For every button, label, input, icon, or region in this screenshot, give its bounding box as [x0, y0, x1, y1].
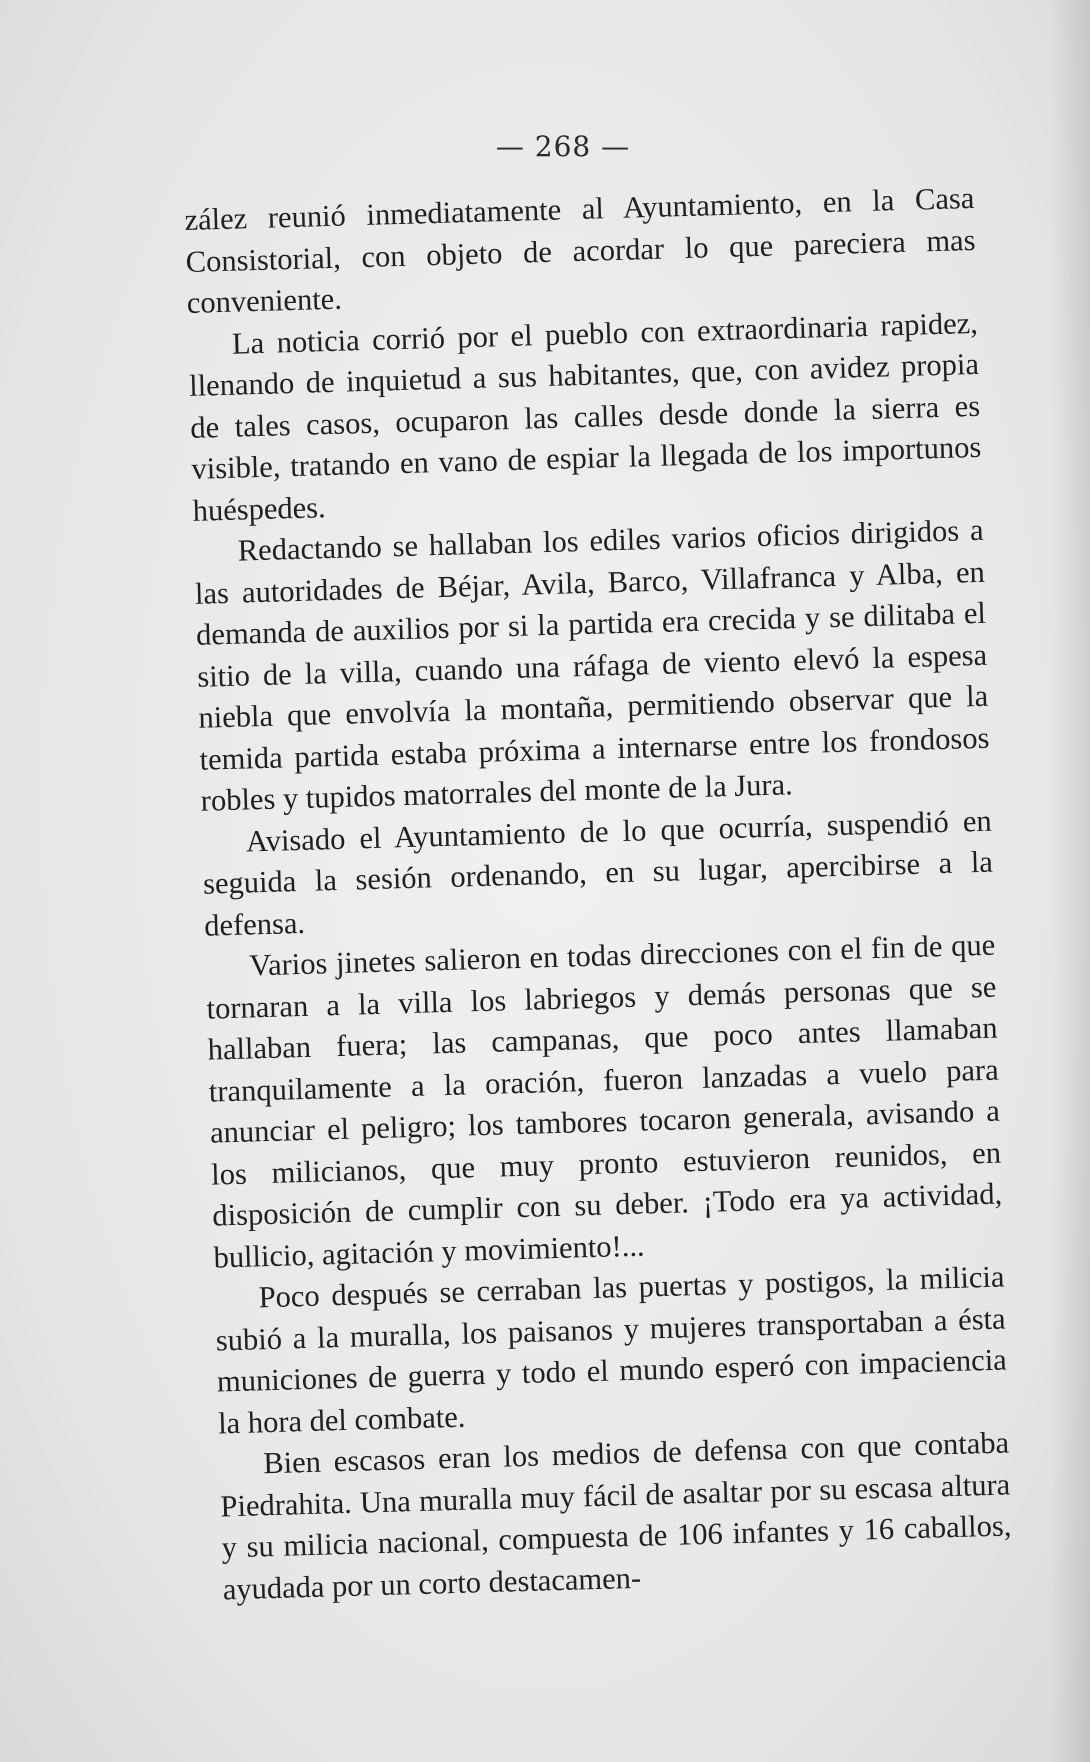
page-edge-shadow: [1050, 0, 1090, 1762]
page-number: — 268 —: [495, 130, 631, 163]
paragraph-7: Bien escasos eran los medios de defensa con que contaba Piedrahita. Una muralla muy fácil de asaltar por su escasa altura y su milicia nacional, compuesta de 106 infantes y 16 caballos, ayudada por un corto destacamen-: [220, 1425, 1012, 1606]
paragraph-3: Redactando se hallaban los ediles varios oficios dirigidos a las autoridades de Béjar, Avila, Barco, Villafranca y Alba, en demanda de auxilios por si la partida era crecida y se dilitaba el sitio de la villa, cuando una ráfaga de viento elevó la espesa niebla que envolvía la montaña, permitiendo observar que la temida partida estaba próxima a internarse entre los frondosos robles y tupidos matorrales del monte de la Jura.: [194, 512, 990, 818]
paragraph-6: Poco después se cerraban las puertas y postigos, la milicia subió a la muralla, los paisanos y mujeres transportaban a ésta municiones de guerra y todo el mundo esperó con impaciencia la hora del combate.: [215, 1259, 1008, 1441]
paragraph-5: Varios jinetes salieron en todas direcciones con el fin de que tornaran a la villa los labriegos y demás personas que se hallaban fuera; las campanas, que poco antes llamaban tranquilamente a la oración, fueron lanzadas a vuelo para anunciar el peligro; los tambores tocaron generala, avisando a los milicianos, que muy pronto estuvieron reunidos, en disposición de cumplir con su deber. ¡Todo era ya actividad, bullicio, agitación y movimiento!...: [206, 927, 1003, 1275]
paragraph-4: Avisado el Ayuntamiento de lo que ocurría, suspendió en seguida la sesión ordenando, en su lugar, apercibirse a la defensa.: [202, 803, 994, 943]
paragraph-1: zález reunió inmediatamente al Ayuntamiento, en la Casa Consistorial, con objeto de acordar lo que pareciera mas conveniente.: [184, 180, 976, 320]
paragraph-2: La noticia corrió por el pueblo con extraordinaria rapidez, llenando de inquietud a sus habitantes, que, con avidez propia de tales casos, ocuparon las calles desde donde la sierra es visible, tratando en vano de espiar la llegada de los importunos huéspedes.: [188, 305, 982, 528]
body-text: [184, 178, 1013, 1611]
